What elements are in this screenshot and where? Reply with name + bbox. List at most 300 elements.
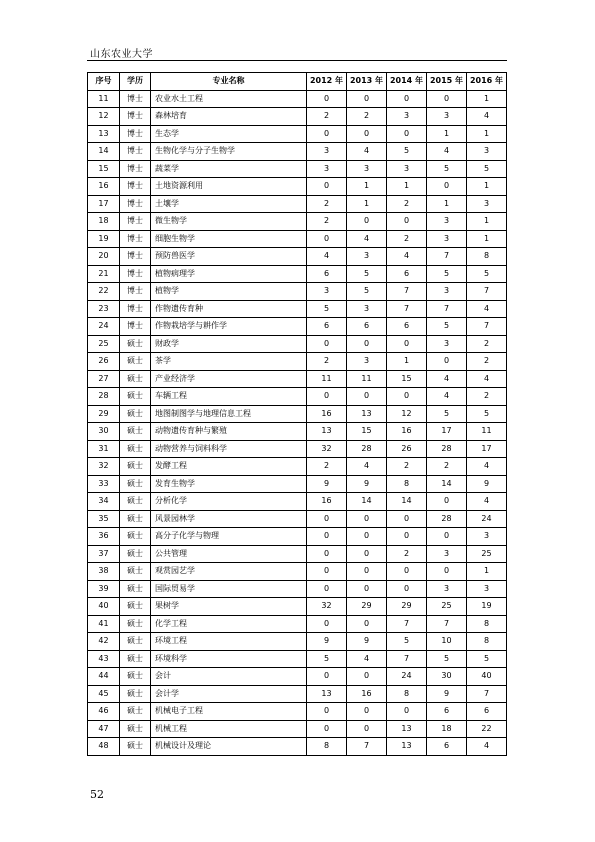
major-name-cell: 植物学 <box>151 283 307 301</box>
year-2012-cell: 0 <box>307 510 347 528</box>
major-name-cell: 作物栽培学与耕作学 <box>151 318 307 336</box>
year-2016-cell: 1 <box>467 213 507 231</box>
table-row <box>88 440 507 458</box>
year-2014-cell: 0 <box>387 528 427 546</box>
year-2014-cell: 5 <box>387 633 427 651</box>
year-2013-cell: 9 <box>347 633 387 651</box>
year-2012-cell: 2 <box>307 213 347 231</box>
column-header: 2016 年 <box>467 73 507 91</box>
degree-cell: 硕士 <box>120 423 151 441</box>
year-2012-cell: 0 <box>307 528 347 546</box>
table-row <box>88 668 507 686</box>
degree-cell: 博士 <box>120 160 151 178</box>
row-index-cell: 34 <box>88 493 120 511</box>
degree-cell: 博士 <box>120 283 151 301</box>
year-2014-cell: 0 <box>387 388 427 406</box>
table-row <box>88 475 507 493</box>
major-name-cell: 风景园林学 <box>151 510 307 528</box>
row-index-cell: 19 <box>88 230 120 248</box>
row-index-cell: 29 <box>88 405 120 423</box>
year-2015-cell: 4 <box>427 388 467 406</box>
year-2014-cell: 6 <box>387 318 427 336</box>
table-row <box>88 510 507 528</box>
major-name-cell: 观赏园艺学 <box>151 563 307 581</box>
degree-cell: 硕士 <box>120 720 151 738</box>
row-index-cell: 26 <box>88 353 120 371</box>
degree-cell: 硕士 <box>120 440 151 458</box>
degree-cell: 博士 <box>120 248 151 266</box>
degree-cell: 硕士 <box>120 510 151 528</box>
year-2015-cell: 5 <box>427 650 467 668</box>
row-index-cell: 18 <box>88 213 120 231</box>
year-2012-cell: 0 <box>307 615 347 633</box>
table-row <box>88 405 507 423</box>
page-number: 52 <box>90 788 104 801</box>
degree-cell: 博士 <box>120 318 151 336</box>
row-index-cell: 15 <box>88 160 120 178</box>
table-row <box>88 108 507 126</box>
year-2012-cell: 32 <box>307 598 347 616</box>
column-header: 序号 <box>88 73 120 91</box>
year-2013-cell: 28 <box>347 440 387 458</box>
table-row <box>88 580 507 598</box>
year-2014-cell: 29 <box>387 598 427 616</box>
year-2016-cell: 11 <box>467 423 507 441</box>
year-2016-cell: 6 <box>467 703 507 721</box>
year-2013-cell: 3 <box>347 353 387 371</box>
year-2015-cell: 5 <box>427 405 467 423</box>
year-2016-cell: 1 <box>467 125 507 143</box>
degree-cell: 博士 <box>120 300 151 318</box>
year-2015-cell: 0 <box>427 493 467 511</box>
year-2016-cell: 1 <box>467 178 507 196</box>
degree-cell: 硕士 <box>120 370 151 388</box>
major-name-cell: 土壤学 <box>151 195 307 213</box>
year-2014-cell: 2 <box>387 545 427 563</box>
row-index-cell: 40 <box>88 598 120 616</box>
major-name-cell: 机械工程 <box>151 720 307 738</box>
row-index-cell: 13 <box>88 125 120 143</box>
table-body <box>88 90 507 755</box>
major-name-cell: 分析化学 <box>151 493 307 511</box>
year-2015-cell: 17 <box>427 423 467 441</box>
year-2016-cell: 24 <box>467 510 507 528</box>
year-2012-cell: 9 <box>307 633 347 651</box>
year-2015-cell: 0 <box>427 528 467 546</box>
year-2016-cell: 8 <box>467 248 507 266</box>
year-2015-cell: 1 <box>427 125 467 143</box>
degree-cell: 博士 <box>120 108 151 126</box>
table-row <box>88 615 507 633</box>
row-index-cell: 22 <box>88 283 120 301</box>
row-index-cell: 27 <box>88 370 120 388</box>
year-2015-cell: 18 <box>427 720 467 738</box>
year-2015-cell: 5 <box>427 318 467 336</box>
year-2014-cell: 5 <box>387 143 427 161</box>
year-2014-cell: 0 <box>387 703 427 721</box>
year-2014-cell: 2 <box>387 458 427 476</box>
row-index-cell: 24 <box>88 318 120 336</box>
table-row <box>88 633 507 651</box>
row-index-cell: 38 <box>88 563 120 581</box>
year-2013-cell: 1 <box>347 178 387 196</box>
year-2013-cell: 9 <box>347 475 387 493</box>
year-2013-cell: 0 <box>347 510 387 528</box>
year-2015-cell: 28 <box>427 440 467 458</box>
year-2014-cell: 1 <box>387 353 427 371</box>
degree-cell: 硕士 <box>120 545 151 563</box>
year-2013-cell: 3 <box>347 248 387 266</box>
year-2012-cell: 0 <box>307 580 347 598</box>
table-row <box>88 230 507 248</box>
major-name-cell: 机械电子工程 <box>151 703 307 721</box>
year-2016-cell: 3 <box>467 580 507 598</box>
year-2013-cell: 0 <box>347 125 387 143</box>
column-header: 2013 年 <box>347 73 387 91</box>
year-2014-cell: 3 <box>387 160 427 178</box>
row-index-cell: 17 <box>88 195 120 213</box>
year-2013-cell: 0 <box>347 335 387 353</box>
year-2016-cell: 2 <box>467 353 507 371</box>
year-2012-cell: 16 <box>307 405 347 423</box>
major-name-cell: 生物化学与分子生物学 <box>151 143 307 161</box>
year-2015-cell: 3 <box>427 213 467 231</box>
year-2013-cell: 0 <box>347 668 387 686</box>
degree-cell: 硕士 <box>120 703 151 721</box>
year-2014-cell: 1 <box>387 178 427 196</box>
table-row <box>88 160 507 178</box>
degree-cell: 硕士 <box>120 668 151 686</box>
year-2015-cell: 14 <box>427 475 467 493</box>
table-row <box>88 353 507 371</box>
degree-cell: 硕士 <box>120 475 151 493</box>
year-2014-cell: 16 <box>387 423 427 441</box>
column-header: 2015 年 <box>427 73 467 91</box>
year-2016-cell: 4 <box>467 300 507 318</box>
major-name-cell: 公共管理 <box>151 545 307 563</box>
row-index-cell: 48 <box>88 738 120 756</box>
major-name-cell: 作物遗传育种 <box>151 300 307 318</box>
major-name-cell: 会计学 <box>151 685 307 703</box>
running-header-title: 山东农业大学 <box>90 49 153 60</box>
year-2015-cell: 3 <box>427 580 467 598</box>
table-row <box>88 125 507 143</box>
year-2016-cell: 22 <box>467 720 507 738</box>
year-2015-cell: 7 <box>427 615 467 633</box>
degree-cell: 硕士 <box>120 528 151 546</box>
year-2014-cell: 7 <box>387 300 427 318</box>
column-header: 专业名称 <box>151 73 307 91</box>
year-2016-cell: 2 <box>467 335 507 353</box>
year-2013-cell: 5 <box>347 265 387 283</box>
major-name-cell: 茶学 <box>151 353 307 371</box>
major-name-cell: 动物遗传育种与繁殖 <box>151 423 307 441</box>
row-index-cell: 33 <box>88 475 120 493</box>
year-2015-cell: 6 <box>427 703 467 721</box>
table-row <box>88 493 507 511</box>
table-row <box>88 283 507 301</box>
year-2013-cell: 4 <box>347 230 387 248</box>
year-2016-cell: 4 <box>467 738 507 756</box>
year-2012-cell: 8 <box>307 738 347 756</box>
year-2012-cell: 0 <box>307 125 347 143</box>
year-2013-cell: 4 <box>347 650 387 668</box>
year-2014-cell: 3 <box>387 108 427 126</box>
row-index-cell: 21 <box>88 265 120 283</box>
year-2014-cell: 7 <box>387 615 427 633</box>
year-2014-cell: 0 <box>387 510 427 528</box>
year-2014-cell: 14 <box>387 493 427 511</box>
row-index-cell: 32 <box>88 458 120 476</box>
degree-cell: 博士 <box>120 125 151 143</box>
major-name-cell: 会计 <box>151 668 307 686</box>
year-2012-cell: 0 <box>307 720 347 738</box>
year-2014-cell: 0 <box>387 580 427 598</box>
year-2013-cell: 5 <box>347 283 387 301</box>
major-name-cell: 发酵工程 <box>151 458 307 476</box>
year-2013-cell: 0 <box>347 90 387 108</box>
table-row <box>88 703 507 721</box>
column-header: 学历 <box>120 73 151 91</box>
year-2012-cell: 5 <box>307 650 347 668</box>
degree-cell: 硕士 <box>120 458 151 476</box>
year-2013-cell: 11 <box>347 370 387 388</box>
row-index-cell: 23 <box>88 300 120 318</box>
year-2014-cell: 7 <box>387 283 427 301</box>
year-2012-cell: 0 <box>307 178 347 196</box>
row-index-cell: 35 <box>88 510 120 528</box>
major-name-cell: 微生物学 <box>151 213 307 231</box>
degree-cell: 硕士 <box>120 405 151 423</box>
table-header <box>88 73 507 91</box>
year-2012-cell: 32 <box>307 440 347 458</box>
year-2013-cell: 4 <box>347 458 387 476</box>
year-2014-cell: 6 <box>387 265 427 283</box>
year-2012-cell: 9 <box>307 475 347 493</box>
year-2016-cell: 4 <box>467 108 507 126</box>
year-2013-cell: 0 <box>347 388 387 406</box>
major-name-cell: 国际贸易学 <box>151 580 307 598</box>
major-name-cell: 化学工程 <box>151 615 307 633</box>
major-name-cell: 地图制图学与地理信息工程 <box>151 405 307 423</box>
year-2016-cell: 1 <box>467 563 507 581</box>
year-2015-cell: 3 <box>427 283 467 301</box>
table-row <box>88 650 507 668</box>
year-2013-cell: 0 <box>347 615 387 633</box>
degree-cell: 博士 <box>120 195 151 213</box>
year-2013-cell: 0 <box>347 213 387 231</box>
year-2012-cell: 4 <box>307 248 347 266</box>
year-2012-cell: 6 <box>307 318 347 336</box>
degree-cell: 硕士 <box>120 580 151 598</box>
year-2016-cell: 3 <box>467 143 507 161</box>
year-2016-cell: 7 <box>467 283 507 301</box>
table-row <box>88 685 507 703</box>
table-row <box>88 195 507 213</box>
major-name-cell: 细胞生物学 <box>151 230 307 248</box>
year-2016-cell: 4 <box>467 493 507 511</box>
year-2013-cell: 0 <box>347 720 387 738</box>
year-2015-cell: 4 <box>427 370 467 388</box>
major-name-cell: 果树学 <box>151 598 307 616</box>
year-2015-cell: 3 <box>427 335 467 353</box>
major-name-cell: 车辆工程 <box>151 388 307 406</box>
major-name-cell: 农业水土工程 <box>151 90 307 108</box>
year-2012-cell: 3 <box>307 283 347 301</box>
year-2015-cell: 6 <box>427 738 467 756</box>
year-2013-cell: 0 <box>347 545 387 563</box>
major-name-cell: 土地资源利用 <box>151 178 307 196</box>
year-2012-cell: 2 <box>307 458 347 476</box>
row-index-cell: 30 <box>88 423 120 441</box>
year-2012-cell: 13 <box>307 685 347 703</box>
table-row <box>88 720 507 738</box>
year-2013-cell: 6 <box>347 318 387 336</box>
major-name-cell: 预防兽医学 <box>151 248 307 266</box>
row-index-cell: 44 <box>88 668 120 686</box>
row-index-cell: 31 <box>88 440 120 458</box>
year-2014-cell: 15 <box>387 370 427 388</box>
degree-cell: 硕士 <box>120 650 151 668</box>
table-row <box>88 178 507 196</box>
degree-cell: 博士 <box>120 213 151 231</box>
table-row <box>88 563 507 581</box>
year-2015-cell: 0 <box>427 178 467 196</box>
year-2014-cell: 13 <box>387 720 427 738</box>
year-2013-cell: 7 <box>347 738 387 756</box>
year-2014-cell: 8 <box>387 475 427 493</box>
row-index-cell: 16 <box>88 178 120 196</box>
table-row <box>88 545 507 563</box>
header-rule <box>87 60 507 61</box>
year-2012-cell: 2 <box>307 353 347 371</box>
enrollment-table <box>87 72 507 756</box>
year-2012-cell: 2 <box>307 108 347 126</box>
year-2016-cell: 1 <box>467 230 507 248</box>
year-2013-cell: 2 <box>347 108 387 126</box>
year-2015-cell: 3 <box>427 230 467 248</box>
table-row <box>88 300 507 318</box>
year-2015-cell: 0 <box>427 353 467 371</box>
major-name-cell: 动物营养与饲料科学 <box>151 440 307 458</box>
major-name-cell: 环境科学 <box>151 650 307 668</box>
year-2014-cell: 7 <box>387 650 427 668</box>
year-2016-cell: 1 <box>467 90 507 108</box>
year-2012-cell: 0 <box>307 90 347 108</box>
year-2015-cell: 7 <box>427 300 467 318</box>
year-2012-cell: 0 <box>307 388 347 406</box>
year-2016-cell: 17 <box>467 440 507 458</box>
year-2013-cell: 0 <box>347 528 387 546</box>
year-2015-cell: 5 <box>427 265 467 283</box>
year-2013-cell: 0 <box>347 580 387 598</box>
table-row <box>88 458 507 476</box>
year-2016-cell: 4 <box>467 370 507 388</box>
degree-cell: 博士 <box>120 265 151 283</box>
year-2013-cell: 14 <box>347 493 387 511</box>
year-2014-cell: 0 <box>387 213 427 231</box>
column-header: 2012 年 <box>307 73 347 91</box>
year-2014-cell: 0 <box>387 90 427 108</box>
major-name-cell: 高分子化学与物理 <box>151 528 307 546</box>
year-2016-cell: 19 <box>467 598 507 616</box>
year-2016-cell: 2 <box>467 388 507 406</box>
row-index-cell: 42 <box>88 633 120 651</box>
year-2015-cell: 0 <box>427 90 467 108</box>
year-2016-cell: 5 <box>467 650 507 668</box>
year-2016-cell: 3 <box>467 195 507 213</box>
year-2015-cell: 10 <box>427 633 467 651</box>
year-2016-cell: 5 <box>467 405 507 423</box>
year-2014-cell: 13 <box>387 738 427 756</box>
table-row <box>88 528 507 546</box>
year-2013-cell: 3 <box>347 160 387 178</box>
table-row <box>88 335 507 353</box>
degree-cell: 硕士 <box>120 493 151 511</box>
year-2013-cell: 15 <box>347 423 387 441</box>
table-row <box>88 90 507 108</box>
year-2015-cell: 2 <box>427 458 467 476</box>
degree-cell: 硕士 <box>120 633 151 651</box>
year-2016-cell: 40 <box>467 668 507 686</box>
degree-cell: 硕士 <box>120 738 151 756</box>
year-2014-cell: 4 <box>387 248 427 266</box>
major-name-cell: 环境工程 <box>151 633 307 651</box>
year-2012-cell: 11 <box>307 370 347 388</box>
table-row <box>88 598 507 616</box>
major-name-cell: 发育生物学 <box>151 475 307 493</box>
table-row <box>88 265 507 283</box>
year-2015-cell: 1 <box>427 195 467 213</box>
year-2015-cell: 3 <box>427 545 467 563</box>
year-2015-cell: 3 <box>427 108 467 126</box>
year-2015-cell: 5 <box>427 160 467 178</box>
major-name-cell: 财政学 <box>151 335 307 353</box>
row-index-cell: 45 <box>88 685 120 703</box>
major-name-cell: 植物病理学 <box>151 265 307 283</box>
table-row <box>88 248 507 266</box>
year-2014-cell: 2 <box>387 195 427 213</box>
year-2016-cell: 8 <box>467 615 507 633</box>
row-index-cell: 11 <box>88 90 120 108</box>
degree-cell: 博士 <box>120 90 151 108</box>
year-2014-cell: 12 <box>387 405 427 423</box>
row-index-cell: 41 <box>88 615 120 633</box>
year-2012-cell: 2 <box>307 195 347 213</box>
major-name-cell: 机械设计及理论 <box>151 738 307 756</box>
year-2016-cell: 5 <box>467 265 507 283</box>
row-index-cell: 39 <box>88 580 120 598</box>
year-2015-cell: 25 <box>427 598 467 616</box>
year-2015-cell: 9 <box>427 685 467 703</box>
year-2012-cell: 0 <box>307 668 347 686</box>
degree-cell: 硕士 <box>120 335 151 353</box>
year-2014-cell: 0 <box>387 563 427 581</box>
year-2012-cell: 16 <box>307 493 347 511</box>
year-2014-cell: 8 <box>387 685 427 703</box>
table-row <box>88 213 507 231</box>
year-2014-cell: 0 <box>387 125 427 143</box>
year-2012-cell: 5 <box>307 300 347 318</box>
degree-cell: 硕士 <box>120 615 151 633</box>
table-row <box>88 738 507 756</box>
major-name-cell: 蔬菜学 <box>151 160 307 178</box>
degree-cell: 博士 <box>120 143 151 161</box>
year-2012-cell: 0 <box>307 230 347 248</box>
degree-cell: 硕士 <box>120 353 151 371</box>
year-2016-cell: 4 <box>467 458 507 476</box>
year-2014-cell: 0 <box>387 335 427 353</box>
